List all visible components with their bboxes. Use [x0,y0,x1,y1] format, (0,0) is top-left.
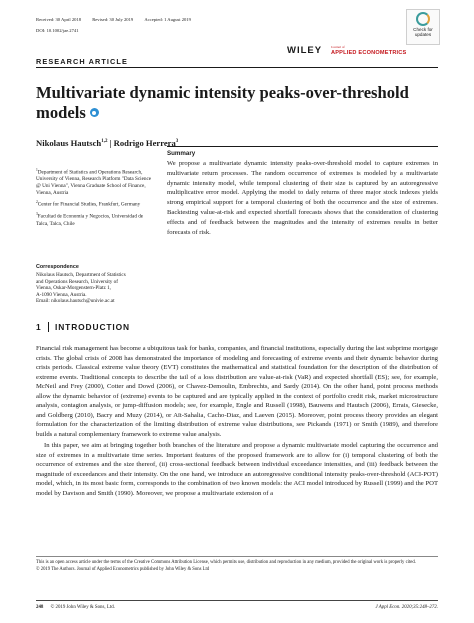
header-rule [36,67,438,68]
affiliations [36,167,156,230]
author-name[interactable]: Rodrigo Herrera [113,138,176,148]
article-title-text: Multivariate dynamic intensity peaks-over-threshold models [36,83,409,122]
affil-text: Department of Statistics and Operations Research, University of Vienna, Research Platform "Data Science @ Uni Vienna", Vienna Graduate School of Finance, Vienna, Austria [36,169,152,196]
body-text [36,344,438,500]
open-access-icon [90,108,99,117]
body-paragraph: Financial risk management has become a ubiquitous task for banks, companies, and financial institutions, especially during the last subprime mortgage crisis. The global crisis of 2008 has demonstrated the importance of modeling and forecasting of extreme events and their dynamic behavior during crisis periods. Classical extreme value theory (EVT) constitutes the mathematical and statistical foundation for the description of the distribution of extreme events. Traditional concepts to describe the tail of a loss distribution are value-at-risk (VaR) and expected shortfall (ES); see, for example, McNeil and Frey (2000), Cotter and Dowd (2006), or Chavez-Demoulin, Embrechts, and Sardy (2014). On the other hand, point process methods allow the dynamic behavior of (extreme) events to be captured and are typically applied in the context of portfolio credit risk, market microstructure analysis, contagion analysis, or jump-diffusion models; see, for example, Engle and Russell (1998), Bauwens and Hautsch (2006), Errais, Giesecke, and Goldberg (2010), Bacry and Muzy (2014), or Aït-Sahalia, Cacho-Diaz, and Laeven (2015). Moreover, point process theory provides an elegant formulation for the characterization of the limiting distribution of extreme value distributions, see Pickands (1971) or Smith (1989), and therefore builds a natural complementary framework to extreme value analysis. [36,345,438,438]
publisher-logo: WILEY [287,45,323,56]
affil-number: 3 [36,212,38,217]
author-separator: | [109,138,112,148]
footnote-rule [36,556,438,557]
journal-prefix: Journal of [331,45,345,49]
accepted-date: Accepted: 1 August 2019 [144,17,191,22]
author-affil-sup: 3 [175,139,179,145]
affiliation [36,167,156,196]
affil-text: Facultad de Economía y Negocios, Universidad de Talca, Talca, Chile [36,214,144,227]
summary-box [167,146,438,237]
author-list [36,138,178,148]
author-affil-sup: 1,2 [101,139,108,145]
summary-heading: Summary [167,150,196,157]
affil-text: Center for Financial Studies, Frankfurt, Germany [37,201,141,208]
affiliation [36,199,156,208]
article-type-label: RESEARCH ARTICLE [36,57,128,66]
received-date: Received: 30 April 2018 [36,17,82,22]
crossmark-icon [416,12,430,26]
correspondence-heading: Correspondence [36,264,79,270]
page-footer-left [36,605,115,610]
footer-rule [36,600,438,601]
journal-citation[interactable]: J Appl Econ. 2020;35:248–272. [375,605,438,610]
affil-number: 1 [36,168,38,172]
body-paragraph: In this paper, we aim at bringing together both branches of the literature and propose a dynamic multivariate model capturing the occurrence and size of extremes in a multivariate time series. Important features of the proposed framework are to allow for (i) temporal clustering of both the occurrence of extremes and the size thereof, (ii) cross-sectional feedback between individual exceedance intensities, and (iii) feedback between the magnitude of exceedances and their intensity. On the one hand, we introduce an autoregressive conditional intensity peaks-over-threshold (ACI-POT) model, which, in its most basic form, corresponds to the combination of two known models: the ACI model introduced by Russell (1999) and the POT model by Davison and Smith (1990). Moreover, we propose a multivariate extension of a [36,442,438,497]
check-for-updates-label: Check for updates [413,27,433,37]
section-title: INTRODUCTION [55,322,131,332]
license-footnote: This is an open access article under the terms of the Creative Commons Attribution License, which permits use, distribution and reproduction in any medium, provided the original work is properly cited. © 2019 The Authors. Journal of Applied Econometrics published by John Wiley & Sons Ltd [36,560,416,572]
correspondence-line: and Operations Research, University of [36,278,118,285]
correspondence [36,272,160,305]
affil-number: 2 [36,200,38,205]
page-number: 248 [36,605,44,610]
revised-date: Revised: 30 July 2019 [92,17,134,22]
correspondence-line: A-1090 Vienna, Austria. [36,291,87,298]
summary-text: We propose a multivariate dynamic intensity peaks-over-threshold model to capture extremes in multivariate return processes. The random occurrence of extremes is modeled by a multivariate dynamic intensity model, while temporal clustering of their size is captured by an autoregressive multiplicative error model. Applying the model to daily returns of three major stock indexes yields strong empirical support for a temporal clustering of both the occurrence and the size of extremes. Backtesting value-at-risk and expected shortfall forecasts shows that the consideration of clustering effects and of feedback between the magnitudes and the intensity of extremes results in better forecasts of risk. [167,160,438,236]
correspondence-line: Vienna, Oskar-Morgenstern-Platz 1, [36,285,111,292]
section-number: 1 [36,322,41,332]
correspondence-line: Nikolaus Hautsch, Department of Statistics [36,272,126,278]
check-for-updates-badge[interactable] [406,9,440,45]
publication-dates [36,17,191,22]
author-name[interactable]: Nikolaus Hautsch [36,138,102,148]
article-title [36,83,436,123]
affiliation [36,211,156,227]
section-separator [48,322,49,332]
journal-name: APPLIED ECONOMETRICS [331,50,407,56]
doi[interactable]: DOI: 10.1002/jae.2741 [36,28,79,33]
correspondence-email[interactable]: Email: nikolaus.hautsch@univie.ac.at [36,298,115,305]
footer-copyright: © 2019 John Wiley & Sons, Ltd. [50,605,115,610]
